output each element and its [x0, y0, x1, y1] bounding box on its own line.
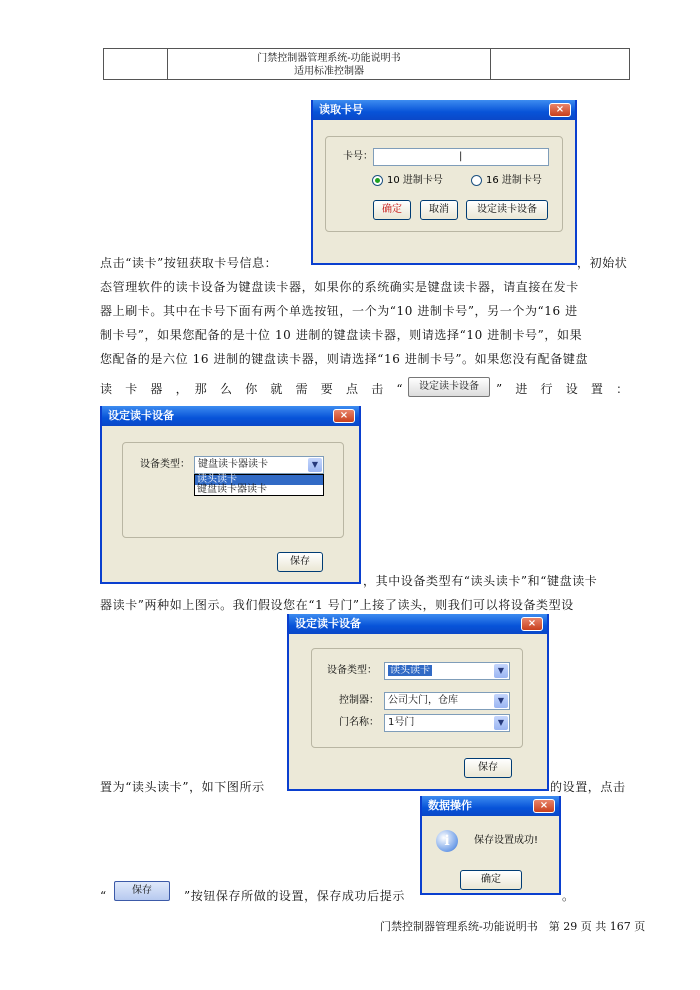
para1-line6-start: 读 卡 器 ， 那 么 你 就 需 要 点 击 “: [100, 382, 404, 396]
save-button[interactable]: 保存: [277, 552, 323, 572]
para4-open-quote: “: [100, 889, 107, 903]
para1-line5: 您配备的是六位 16 进制的键盘读卡器，则请选择“16 进制卡号”。如果您没有配备键盘: [100, 352, 589, 366]
device-type-label: 设备类型：: [327, 665, 377, 676]
dialog-titlebar: [313, 100, 575, 120]
radio-hex-label[interactable]: 16 进制卡号: [486, 175, 542, 186]
door-name-value: 1号门: [388, 717, 415, 728]
paragraph-1: [100, 251, 632, 371]
para1-line2: 态管理软件的读卡设备为键盘读卡器，如果你的系统确实是键盘读卡器，请直接在发卡: [100, 280, 579, 294]
ok-button[interactable]: 确定: [373, 200, 411, 220]
radio-hex[interactable]: [471, 175, 482, 186]
inline-save-button: 保存: [114, 881, 170, 901]
dialog-title: 数据操作: [428, 799, 472, 812]
chevron-down-icon[interactable]: ▼: [494, 694, 508, 708]
dialog-titlebar: [422, 796, 559, 816]
chevron-down-icon[interactable]: ▼: [308, 458, 322, 472]
para1-line4: 制卡号”，如果您配备的是十位 10 进制的键盘读卡器，则请选择“10 进制卡号”，如果: [100, 328, 583, 342]
header-cell-right: [491, 49, 629, 79]
device-type-value: 键盘读卡器读卡: [198, 459, 268, 470]
para1-line6-end: ” 进 行 设 置 ：: [496, 382, 629, 396]
set-reader-device-button[interactable]: 设定读卡设备: [466, 200, 548, 220]
para1-line6: [100, 377, 632, 401]
controller-select[interactable]: [384, 692, 510, 710]
close-icon[interactable]: ×: [549, 103, 571, 117]
dialog-titlebar: [102, 406, 359, 426]
chevron-down-icon[interactable]: ▼: [494, 716, 508, 730]
para1-line3: 器上刷卡。其中在卡号下面有两个单选按钮，一个为“10 进制卡号”，另一个为“16 进: [100, 304, 578, 318]
text-cursor: |: [459, 151, 463, 162]
device-type-label: 设备类型：: [140, 459, 190, 470]
para4-text: ”按钮保存所做的设置，保存成功后提示: [184, 889, 405, 903]
dropdown-option[interactable]: 读头读卡: [195, 475, 323, 485]
para4-end: 。: [562, 889, 575, 903]
inline-set-device-button: 设定读卡设备: [408, 377, 490, 397]
para2-line2: 器读卡”两种如上图示。我们假设您在“1 号门”上接了读头，则我们可以将设备类型设: [100, 598, 574, 612]
read-card-dialog: [311, 100, 577, 265]
door-name-label: 门名称：: [339, 717, 379, 728]
dropdown-option[interactable]: 键盘读卡器读卡: [197, 484, 267, 495]
device-type-select[interactable]: [384, 662, 510, 680]
paragraph-4: [100, 884, 632, 908]
para2-line1-end: ，其中设备类型有“读头读卡”和“键盘读卡: [363, 574, 598, 588]
device-settings-dialog-dropdown: [100, 406, 361, 584]
header-title-line1: 门禁控制器管理系统-功能说明书: [257, 53, 401, 64]
close-icon[interactable]: ×: [521, 617, 543, 631]
header-cell-left: [104, 49, 168, 79]
controller-label: 控制器：: [339, 695, 379, 706]
paragraph-2: [100, 569, 632, 617]
controller-value: 公司大门，仓库: [388, 695, 458, 706]
header-cell-title: [168, 49, 491, 79]
dialog-title: 设定读卡设备: [295, 617, 361, 630]
card-number-input[interactable]: [373, 148, 549, 166]
device-settings-dialog: [287, 614, 549, 791]
close-icon[interactable]: ×: [333, 409, 355, 423]
dialog-title: 读取卡号: [319, 103, 363, 116]
data-operation-dialog: [420, 796, 561, 895]
cancel-button[interactable]: 取消: [420, 200, 458, 220]
ok-button[interactable]: 确定: [460, 870, 522, 890]
para3-line1-end: 的设置，点击: [550, 780, 626, 794]
page-footer: 门禁控制器管理系统-功能说明书 第 29 页 共 167 页: [380, 920, 646, 933]
device-type-dropdown: [194, 474, 324, 496]
door-name-select[interactable]: [384, 714, 510, 732]
para1-line1: [100, 251, 632, 275]
radio-decimal-label[interactable]: 10 进制卡号: [387, 175, 443, 186]
close-icon[interactable]: ×: [533, 799, 555, 813]
info-icon: i: [436, 830, 458, 852]
device-type-value: 读头读卡: [390, 665, 430, 676]
card-number-label: 卡号：: [343, 151, 373, 162]
dialog-title: 设定读卡设备: [108, 409, 174, 422]
radio-decimal[interactable]: [372, 175, 383, 186]
save-button[interactable]: 保存: [464, 758, 512, 778]
device-type-select[interactable]: [194, 456, 324, 474]
message-text: 保存设置成功!: [474, 835, 539, 846]
para2-line1: [100, 569, 632, 593]
header-table: [103, 48, 630, 80]
para1-line1-end: ，初始状: [577, 256, 628, 270]
header-title-line2: 适用标准控制器: [294, 66, 364, 77]
dialog-titlebar: [289, 614, 547, 634]
para1-line1-start: 点击“读卡”按钮获取卡号信息：: [100, 256, 278, 270]
chevron-down-icon[interactable]: ▼: [494, 664, 508, 678]
para3-line1-start: 置为“读头读卡”，如下图所示: [100, 780, 265, 794]
